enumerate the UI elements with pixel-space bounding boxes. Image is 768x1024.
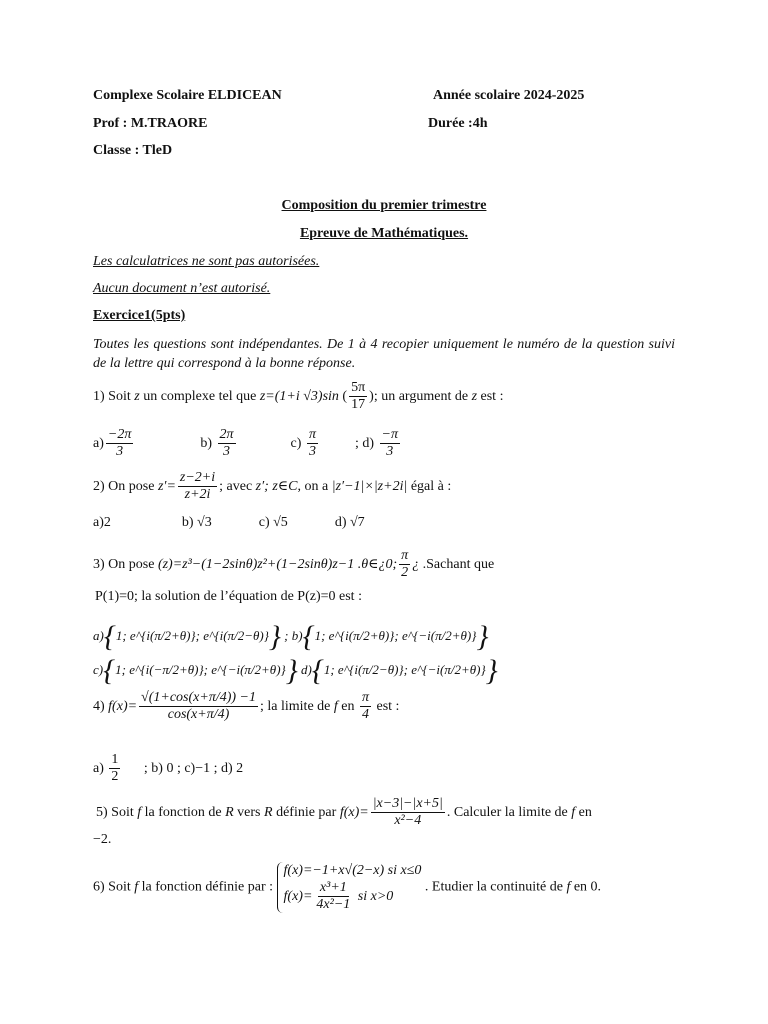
q4-after: ; la limite de	[260, 698, 331, 714]
q5-f: f	[137, 804, 142, 820]
q3-choice-a: 1; e^{i(π/2+θ)}; e^{i(π/2−θ)}	[115, 627, 269, 643]
q1-var-2: z	[471, 388, 478, 404]
q3-num: π	[399, 548, 410, 565]
q2-choice-a: a)2	[93, 515, 111, 530]
q4-a-den: 2	[111, 769, 119, 785]
q1-d-label: ; d)	[354, 435, 375, 451]
q1-a-frac	[106, 427, 133, 460]
q4-other-choices: ; b) 0 ; c)−1 ; d) 2	[143, 760, 244, 776]
q2-lhs: z′=	[157, 478, 176, 494]
question-4	[93, 690, 399, 723]
q4-a-label: a)	[93, 760, 104, 776]
q5-r1: R	[225, 804, 234, 820]
q5-den: x²−4	[394, 813, 422, 829]
q6-system	[277, 862, 422, 913]
q3-cond: .θ∈¿0;	[357, 556, 398, 572]
q2-choice-b: b) √3	[181, 515, 212, 530]
q6-case-1: f(x)=−1+x√(2−x) si x≤0	[283, 863, 422, 878]
q3-choice-d-label: d)	[300, 661, 312, 677]
q3-cond-end: ¿	[412, 556, 420, 572]
q1-a-den: 3	[116, 444, 124, 460]
q6-f: f	[134, 879, 139, 895]
q5-lhs: f(x)=	[339, 804, 369, 820]
q1-b-den: 3	[223, 444, 231, 460]
q1-a-label: a)	[93, 435, 104, 451]
composition-title: Composition du premier trimestre	[281, 198, 487, 213]
q4-choices	[93, 752, 243, 785]
q4-end: est :	[376, 698, 400, 714]
q4-limit-point	[360, 690, 371, 723]
q2-choice-d: d) √7	[334, 515, 365, 530]
q2-expr: |z′−1|×|z+2i|	[331, 478, 408, 494]
q2-choices	[93, 515, 365, 531]
q2-fraction	[178, 470, 217, 503]
exam-duration: Durée :4h	[428, 116, 488, 131]
q3-choice-a-label: a)	[93, 627, 104, 643]
q4-lhs: f(x)=	[108, 698, 138, 714]
rule-calculators: Les calculatrices ne sont pas autorisées.	[93, 254, 320, 269]
q2-den: z+2i	[184, 487, 211, 503]
rule-documents: Aucun document n’est autorisé.	[93, 281, 271, 296]
q1-c-frac	[307, 427, 318, 460]
epreuve-title: Epreuve de Mathématiques.	[299, 226, 469, 241]
q4-num: √(1+cos(x+π/4)) −1	[139, 690, 258, 707]
q1-a-num: −2π	[106, 427, 133, 444]
q1-d-den: 3	[386, 444, 394, 460]
q2-mid: ; avec	[219, 478, 253, 494]
q6-case-2-lhs: f(x)=	[283, 888, 313, 904]
q6-case-2-den: 4x²−1	[316, 896, 351, 912]
q4-lim-num: π	[360, 690, 371, 707]
q6-f-2: f	[566, 879, 571, 895]
q1-b-frac	[218, 427, 236, 460]
q1-intro: 1) Soit	[93, 388, 131, 404]
q1-fraction	[349, 380, 367, 413]
q5-r2: R	[264, 804, 273, 820]
school-name: Complexe Scolaire ELDICEAN	[93, 88, 282, 103]
q3-fraction	[399, 548, 410, 581]
question-2	[93, 470, 451, 503]
q1-b-label: b)	[200, 435, 213, 451]
question-6	[93, 862, 601, 913]
q2-choice-c: c) √5	[258, 515, 288, 530]
q4-fraction	[139, 690, 258, 723]
q1-c-num: π	[307, 427, 318, 444]
q5-mid3: définie par	[276, 804, 337, 820]
q4-intro: 4)	[93, 698, 105, 714]
q6-case-2-cond: si x>0	[357, 888, 394, 904]
q2-intro: 2) On pose	[93, 478, 155, 494]
q4-lim-den: 4	[361, 707, 369, 723]
q2-after: , on a	[297, 478, 329, 494]
q2-end: égal à :	[410, 478, 452, 494]
question-5	[96, 796, 592, 829]
question-3	[93, 548, 494, 581]
q1-d-num: −π	[380, 427, 400, 444]
exercise-instructions: Toutes les questions sont indépendantes. De 1 à 4 recopier uniquement le numéro de la question suivi de la lettre qui correspond à la bonne réponse.	[93, 337, 675, 371]
q4-den: cos(x+π/4)	[167, 707, 230, 723]
class-name: Classe : TleD	[93, 143, 173, 158]
q3-line-2: P(1)=0; la solution de l’équation de P(z)=0 est :	[95, 589, 362, 604]
q1-b-num: 2π	[218, 427, 236, 444]
question-1: 1) Soit z un complexe tel que z=(1+i √3)sin ( $\frac{5\pi}{17}$ ); un argument de z est :	[93, 380, 504, 413]
q4-a-frac	[109, 752, 120, 785]
q5-after: . Calculer la limite de	[446, 804, 568, 820]
q5-num: |x−3|−|x+5|	[371, 796, 445, 813]
q4-en: en	[341, 698, 355, 714]
q3-choice-c: 1; e^{i(−π/2+θ)}; e^{−i(π/2+θ)}	[115, 661, 286, 677]
q3-intro: 3) On pose	[93, 556, 155, 572]
q6-case-2	[284, 880, 422, 913]
q1-mid: un complexe tel que	[143, 388, 257, 404]
q3-choices: a){1; e^{i(π/2+θ)}; e^{i(π/2−θ)}} ; b){1; e^{i(π/2+θ)}; e^{−i(π/2+θ)}}	[93, 620, 489, 653]
q3-choice-b: 1; e^{i(π/2+θ)}; e^{−i(π/2+θ)}	[314, 627, 477, 643]
q2-num: z−2+i	[178, 470, 217, 487]
q3-after: .Sachant que	[422, 556, 495, 572]
q1-choices	[93, 427, 402, 460]
teacher-name: Prof : M.TRAORE	[93, 116, 208, 131]
q1-choice-c	[290, 427, 320, 460]
q6-case-2-num: x³+1	[318, 880, 349, 897]
q3-choice-c-label: c)	[93, 661, 104, 677]
q6-mid: la fonction définie par :	[141, 879, 274, 895]
q1-end: est :	[480, 388, 504, 404]
q6-after: . Etudier la continuité de	[424, 879, 563, 895]
q1-frac-den: 17	[351, 397, 366, 413]
q3-choice-b-label: ; b)	[284, 627, 303, 643]
q5-mid2: vers	[237, 804, 261, 820]
q1-frac-num: 5π	[349, 380, 367, 397]
exercise-title: Exercice1(5pts)	[93, 308, 186, 323]
q1-c-den: 3	[308, 444, 316, 460]
q2-cond: z′; z∈C	[255, 478, 298, 494]
q3-choices-2: c){1; e^{i(−π/2+θ)}; e^{−i(π/2+θ)}} d){1; e^{i(π/2−θ)}; e^{−i(π/2+θ)}}	[93, 654, 498, 687]
q5-mid1: la fonction de	[144, 804, 222, 820]
q4-f: f	[333, 698, 338, 714]
q3-expr: (z)=z³−(1−2sinθ)z²+(1−2sinθ)z−1	[157, 556, 355, 572]
q6-intro: 6) Soit	[93, 879, 131, 895]
q6-end: en 0.	[573, 879, 602, 895]
q5-fraction	[371, 796, 445, 829]
school-year: Année scolaire 2024-2025	[433, 88, 585, 103]
q1-after: ; un argument de	[373, 388, 469, 404]
q5-intro: 5) Soit	[96, 804, 134, 820]
q6-case-2-frac	[314, 880, 352, 913]
q3-den: 2	[401, 565, 409, 581]
q3-choice-d: 1; e^{i(π/2−θ)}; e^{−i(π/2+θ)}	[323, 661, 486, 677]
q4-a-num: 1	[109, 752, 120, 769]
q5-f-2: f	[571, 804, 576, 820]
q1-choice-d	[354, 427, 402, 460]
q1-expr: z=(1+i √3)sin	[259, 388, 339, 404]
q5-line-2: −2.	[93, 832, 112, 847]
q1-c-label: c)	[290, 435, 302, 451]
q1-d-frac	[380, 427, 400, 460]
q5-end: en	[578, 804, 592, 820]
q1-var: z	[134, 388, 140, 404]
